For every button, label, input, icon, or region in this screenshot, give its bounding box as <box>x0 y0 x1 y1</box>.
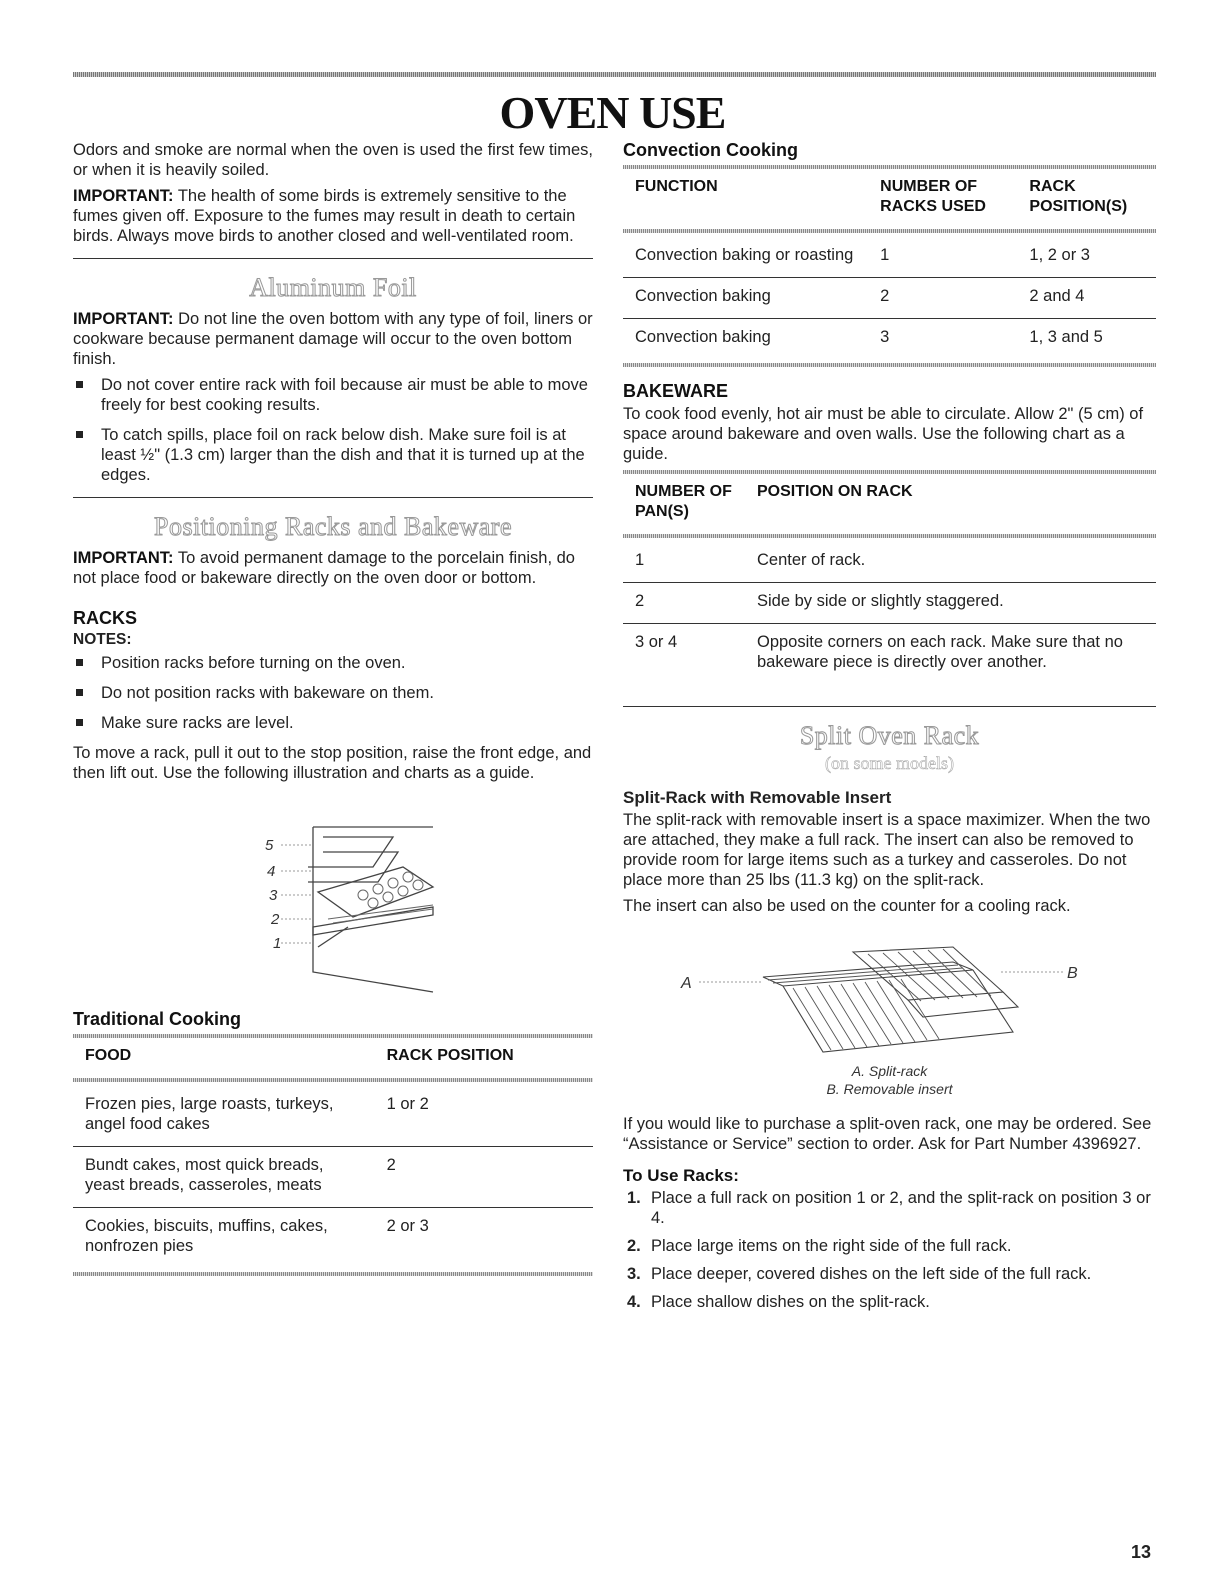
split-rack-heading: Split-Rack with Removable Insert <box>623 788 892 807</box>
section-heading-aluminum-foil: Aluminum Foil <box>249 273 417 302</box>
header-rule <box>623 534 1156 538</box>
split-rack-text-2: The insert can also be used on the counter for a cooling rack. <box>623 897 1071 915</box>
section-subheading: (on some models) <box>825 753 954 773</box>
col-header-function: FUNCTION <box>635 178 718 195</box>
table-row <box>73 1208 593 1269</box>
list-item: 3. Place deeper, covered dishes on the left side of the full rack. <box>627 1265 1092 1283</box>
purchase-text: If you would like to purchase a split-oven rack, one may be ordered. See “Assistance or Service” section to order. Ask for Part Number 4396927. <box>623 1115 1152 1153</box>
label-b: B <box>1067 965 1078 982</box>
rack-label-5: 5 <box>265 837 274 854</box>
divider <box>73 258 593 259</box>
cell-function: Convection baking <box>635 328 771 346</box>
foil-important: IMPORTANT: Do not line the oven bottom with any type of foil, liners or cookware because permanent damage will occur to the oven bottom finish. <box>73 310 593 368</box>
page-title: OVEN USE <box>499 87 726 138</box>
table-row <box>623 624 1156 685</box>
cell-rack: 2 <box>375 1147 593 1208</box>
notes-list <box>73 653 593 733</box>
table-row <box>623 542 1156 583</box>
list-item: 2. Place large items on the right side of the full rack. <box>627 1237 1012 1255</box>
traditional-cooking-table <box>73 1042 593 1268</box>
table-top-rule <box>623 165 1156 169</box>
col-header-rack-positions: RACK POSITION(S) <box>1029 178 1128 215</box>
use-racks-steps <box>623 1188 1156 1312</box>
rack-label-2: 2 <box>271 911 280 928</box>
table-row <box>623 319 1156 360</box>
notes-heading: NOTES: <box>73 631 132 648</box>
cell-racks: 2 <box>868 278 1017 319</box>
list-item: Position racks before turning on the oven. <box>73 653 593 673</box>
table-row <box>623 237 1156 278</box>
header-rule <box>73 1078 593 1082</box>
cell-rack: 2 or 3 <box>386 1217 429 1235</box>
divider <box>623 706 1156 707</box>
left-column <box>73 140 593 1280</box>
split-rack-illustration <box>623 922 1156 1062</box>
cell-position: Side by side or slightly staggered. <box>745 583 1156 624</box>
cell-positions: 2 and 4 <box>1017 278 1156 319</box>
table-top-rule <box>623 470 1156 474</box>
convection-cooking-table <box>623 173 1156 359</box>
table-bottom-rule <box>623 363 1156 367</box>
col-header-position-on-rack: POSITION ON RACK <box>757 483 913 500</box>
list-item: Do not cover entire rack with foil because air must be able to move freely for best cooking results. <box>73 375 593 415</box>
foil-bullet-list <box>73 375 593 485</box>
cell-positions: 1, 3 and 5 <box>1029 328 1103 346</box>
cell-number: 2 <box>623 583 745 624</box>
cell-food: Frozen pies, large roasts, turkeys, angel food cakes <box>73 1086 375 1147</box>
cell-food: Bundt cakes, most quick breads, yeast breads, casseroles, meats <box>73 1147 375 1208</box>
rack-label-1: 1 <box>273 935 282 952</box>
label-a: A <box>681 975 692 992</box>
rack-positions-illustration <box>73 797 593 997</box>
table-row <box>623 278 1156 319</box>
cell-positions: 1, 2 or 3 <box>1017 237 1156 278</box>
list-item: To catch spills, place foil on rack below dish. Make sure foil is at least ½" (1.3 cm) larger than the dish and that it is turned up at the edges. <box>73 425 593 485</box>
cell-function: Convection baking <box>623 278 868 319</box>
section-heading-split-oven-rack: Split Oven Rack <box>799 721 980 750</box>
list-item: Make sure racks are level. <box>73 713 593 733</box>
cell-food: Cookies, biscuits, muffins, cakes, nonfrozen pies <box>85 1217 328 1255</box>
list-item: 4. Place shallow dishes on the split-rack. <box>627 1293 930 1311</box>
move-rack-text: To move a rack, pull it out to the stop position, raise the front edge, and then lift out. Use the following illustration and charts as a guide. <box>73 744 592 782</box>
bakeware-text: To cook food evenly, hot air must be able to circulate. Allow 2" (5 cm) of space around bakeware and oven walls. Use the following chart as a guide. <box>623 405 1144 463</box>
to-use-racks-heading: To Use Racks: <box>623 1166 739 1185</box>
list-item: 1. Place a full rack on position 1 or 2, and the split-rack on position 3 or 4. <box>627 1189 1151 1227</box>
cell-function: Convection baking or roasting <box>623 237 868 278</box>
table-row <box>73 1147 593 1208</box>
table-bottom-rule <box>73 1272 593 1276</box>
rack-label-3: 3 <box>269 887 278 904</box>
table-row <box>73 1086 593 1147</box>
split-rack-text: The split-rack with removable insert is a space maximizer. When the two are attached, they make a full rack. The insert can also be removed to provide room for large items such as a turkey and casseroles. Do not place more than 25 lbs (11.3 kg) on the split-rack. <box>623 811 1151 889</box>
right-column <box>623 140 1156 1320</box>
rack-label-4: 4 <box>267 863 276 880</box>
table-row <box>623 583 1156 624</box>
header-rule <box>623 229 1156 233</box>
important-birds: IMPORTANT: The health of some birds is extremely sensitive to the fumes given off. Exposure to the fumes may result in death to certain birds. Always move birds to another closed and well-ventilated room. <box>73 187 576 245</box>
page-number: 13 <box>1130 1542 1151 1562</box>
col-header-food: FOOD <box>85 1047 132 1064</box>
col-header-rack-position: RACK POSITION <box>386 1047 514 1064</box>
section-heading-positioning-racks: Positioning Racks and Bakeware <box>154 512 512 541</box>
racks-heading: RACKS <box>73 608 138 628</box>
cell-racks: 1 <box>868 237 1017 278</box>
caption-split-rack: A. Split-rack <box>851 1063 928 1079</box>
caption-removable-insert: B. Removable insert <box>826 1081 953 1097</box>
bakeware-table <box>623 478 1156 684</box>
cell-number: 1 <box>623 542 745 583</box>
cell-racks: 3 <box>880 328 890 346</box>
cell-position: Center of rack. <box>745 542 1156 583</box>
cell-rack: 1 or 2 <box>375 1086 593 1147</box>
positioning-important: IMPORTANT: To avoid permanent damage to the porcelain finish, do not place food or bakeware directly on the oven door or bottom. <box>73 549 575 587</box>
col-header-racks-used: NUMBER OF RACKS USED <box>880 178 986 215</box>
divider <box>73 497 593 498</box>
convection-cooking-heading: Convection Cooking <box>623 140 798 160</box>
traditional-cooking-heading: Traditional Cooking <box>73 1009 242 1029</box>
intro-text: Odors and smoke are normal when the oven is used the first few times, or when it is heavily soiled. <box>73 141 593 179</box>
cell-number: 3 or 4 <box>635 633 678 651</box>
list-item: Do not position racks with bakeware on them. <box>73 683 593 703</box>
top-decorative-rule <box>73 72 1156 77</box>
bakeware-heading: BAKEWARE <box>623 381 729 401</box>
table-top-rule <box>73 1034 593 1038</box>
col-header-number-of-pans: NUMBER OF PAN(S) <box>635 483 732 520</box>
cell-position: Opposite corners on each rack. Make sure that no bakeware piece is directly over another. <box>757 633 1123 671</box>
